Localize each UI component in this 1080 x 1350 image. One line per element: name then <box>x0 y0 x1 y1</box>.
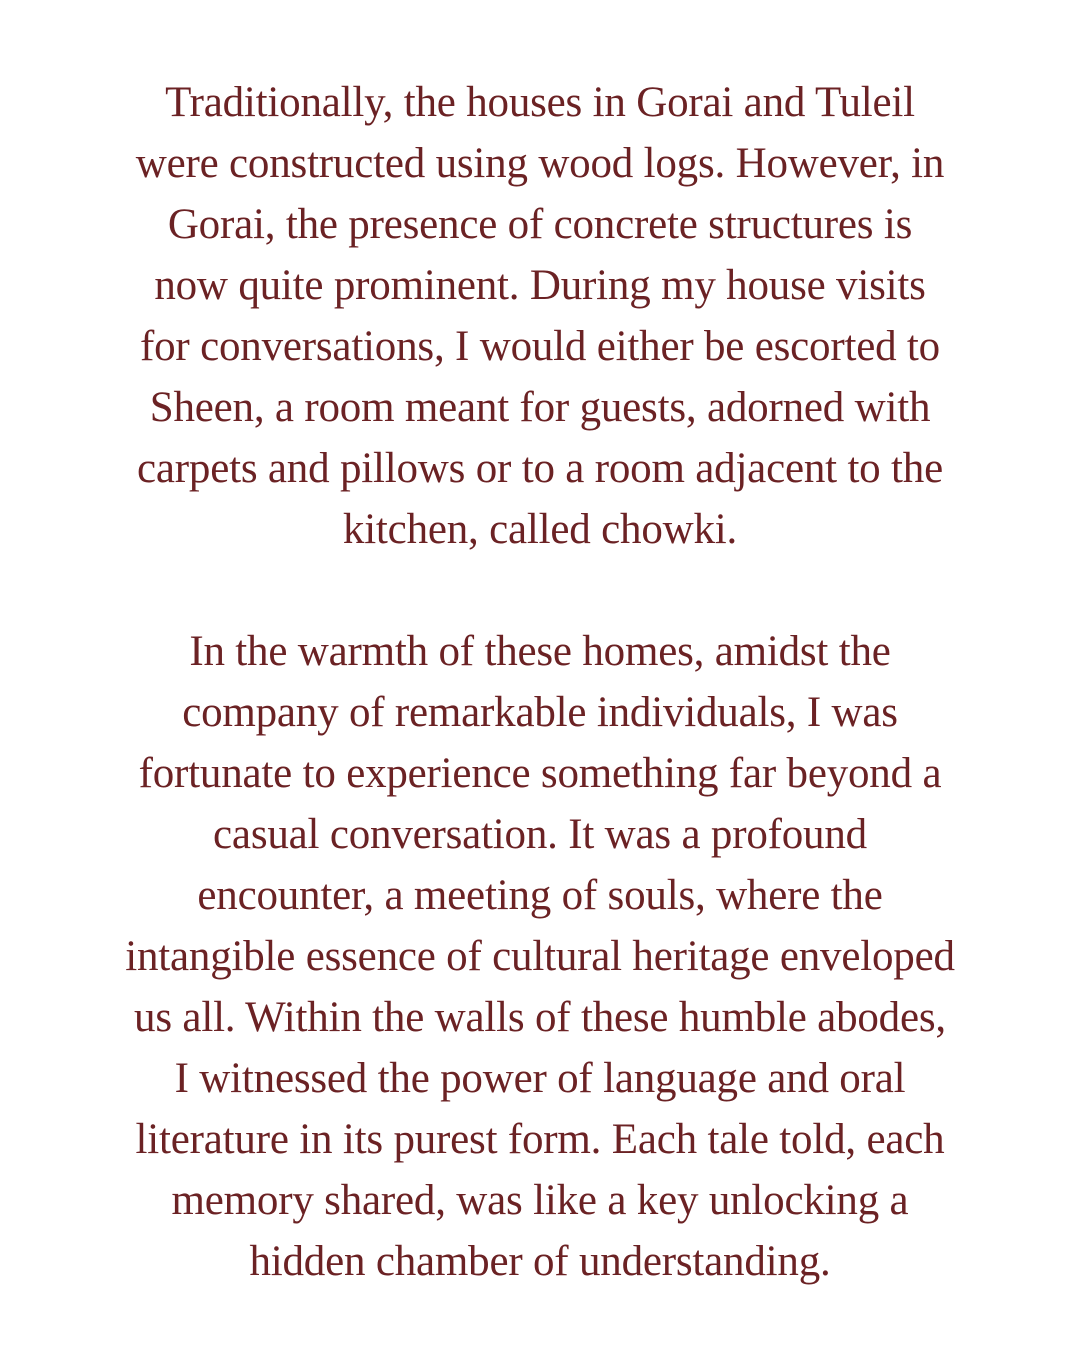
text-line: casual conversation. It was a profound <box>213 811 867 858</box>
text-line: hidden chamber of understanding. <box>249 1238 831 1285</box>
text-line: literature in its purest form. Each tale told, each <box>135 1116 945 1163</box>
text-line: now quite prominent. During my house visits <box>154 262 926 309</box>
text-line: Sheen, a room meant for guests, adorned with <box>149 384 931 431</box>
text-line: In the warmth of these homes, amidst the <box>189 628 891 675</box>
paragraph-warmth <box>70 621 1010 1292</box>
text-block <box>70 72 1010 1292</box>
text-line: us all. Within the walls of these humble abodes, <box>134 994 946 1041</box>
text-line: company of remarkable individuals, I was <box>182 689 898 736</box>
paragraph-houses <box>70 72 1010 560</box>
text-line: I witnessed the power of language and oral <box>174 1055 906 1102</box>
text-line: carpets and pillows or to a room adjacent to the <box>137 445 943 492</box>
text-line: were constructed using wood logs. However, in <box>135 140 945 187</box>
text-line: fortunate to experience something far beyond a <box>138 750 942 797</box>
text-line: encounter, a meeting of souls, where the <box>197 872 883 919</box>
text-line: intangible essence of cultural heritage enveloped <box>125 933 955 980</box>
text-line: memory shared, was like a key unlocking a <box>171 1177 909 1224</box>
text-line: for conversations, I would either be escorted to <box>140 323 940 370</box>
text-line: Gorai, the presence of concrete structures is <box>167 201 913 248</box>
text-line: kitchen, called chowki. <box>342 506 738 553</box>
text-line: Traditionally, the houses in Gorai and Tuleil <box>165 79 915 126</box>
